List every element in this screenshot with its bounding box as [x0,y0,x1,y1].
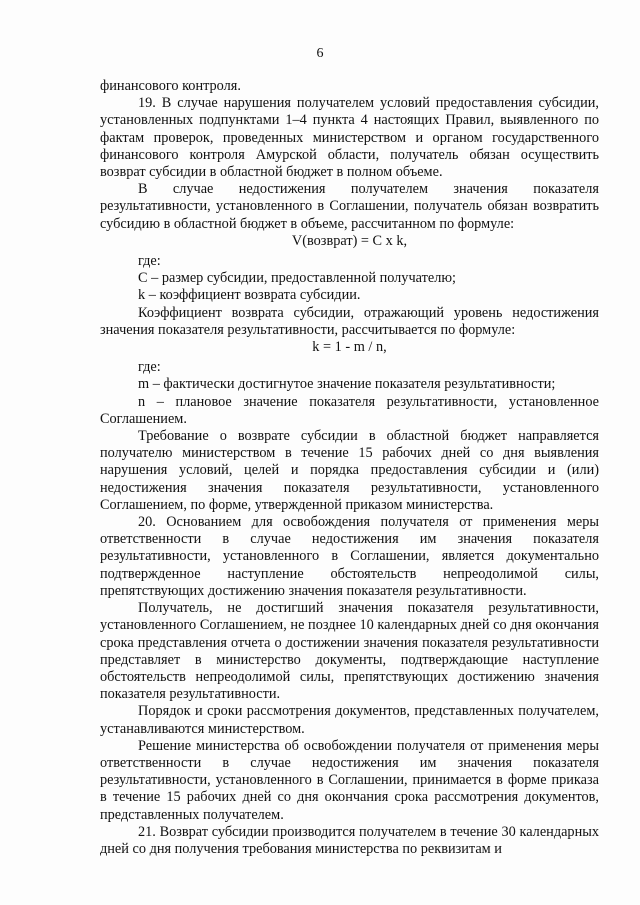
definition-m: m – фактически достигнутое значение показателя результативности; [138,376,556,393]
document-body [100,78,599,858]
paragraph-non-achievement: В случае недостижения получателем значения показателя результативности, установленного в Соглашении, получатель обязан возвратить субсидию в областной бюджет в объеме, рассчитанном по формуле: [100,181,599,232]
paragraph-coefficient: Коэффициент возврата субсидии, отражающий уровень недостижения значения показателя результативности, рассчитывается по формуле: [100,304,599,338]
paragraph-continuation: финансового контроля. [100,78,241,94]
paragraph-clause-21: 21. Возврат субсидии производится получателем в течение 30 календарных дней со дня получения требования министерства по реквизитам и [100,823,599,857]
formula-coefficient: k = 1 - m / n, [312,339,387,356]
paragraph-recipient-documents: Получатель, не достигший значения показателя результативности, установленного Соглашением, не позднее 10 календарных дней со дня окончания срока представления отчета о достижении значения показателя результативности представляет в министерство документы, подтверждающие наступление обстоятельств непреодолимой силы, препятствующих достижению значения показателя результативности. [100,600,599,703]
paragraph-clause-20: 20. Основанием для освобождения получателя от применения меры ответственности в случае недостижения им значения показателя результативности, установленного в Соглашении, является документально подтвержденное наступление обстоятельств непреодолимой силы, препятствующих достижению значения показателя результативности. [100,514,599,599]
definition-k: k – коэффициент возврата субсидии. [138,287,361,304]
paragraph-ministry-decision: Решение министерства об освобождении получателя от применения меры ответственности в случае недостижения им значения показателя результативности, установленного в Соглашении, принимается в форме приказа в течение 15 рабочих дней со дня окончания срока рассмотрения документов, представленных получателем. [100,737,599,823]
paragraph-return-demand: Требование о возврате субсидии в областной бюджет направляется получателю министерством в течение 15 рабочих дней со дня выявления нарушения условий, целей и порядка предоставления субсидии и (или) недостижения значения показателя результативности, установленного Соглашением, по форме, утвержденной приказом министерства. [100,428,599,513]
paragraph-clause-19: 19. В случае нарушения получателем условий предоставления субсидии, установленных подпунктами 1–4 пункта 4 настоящих Правил, выявленного по фактам проверок, проведенных министерством и органом государственного финансового контроля Амурской области, получатель обязан осуществить возврат субсидии в областной бюджет в полном объеме. [100,95,599,181]
where-label: где: [138,253,161,270]
where-label: где: [138,359,161,376]
page-number: 6 [316,46,324,61]
definition-c: C – размер субсидии, предоставленной получателю; [138,270,457,287]
paragraph-procedure: Порядок и сроки рассмотрения документов, представленных получателем, устанавливаются министерством. [100,703,599,737]
formula-volume-return: V(возврат) = C x k, [291,232,408,249]
definition-n: n – плановое значение показателя результативности, установленное Соглашением. [100,393,599,427]
